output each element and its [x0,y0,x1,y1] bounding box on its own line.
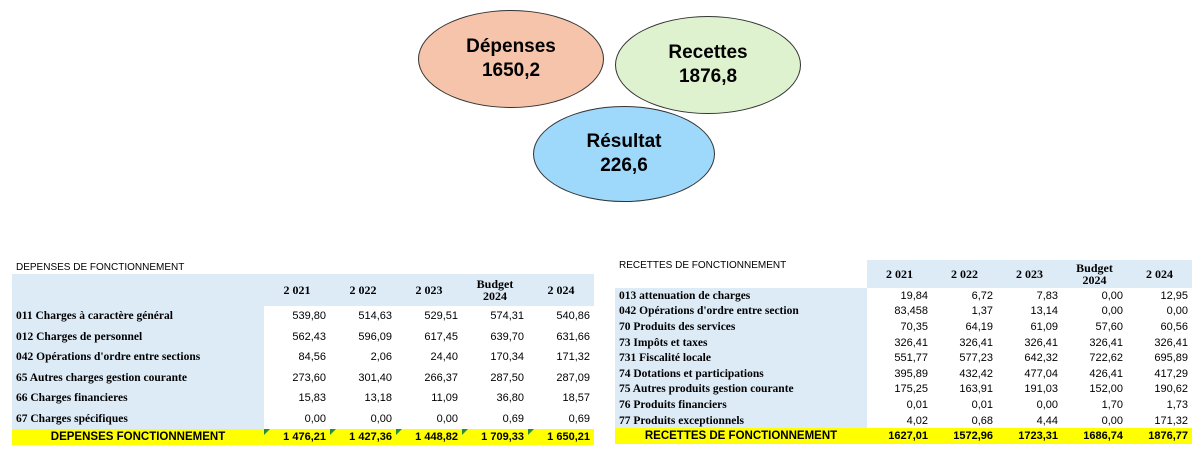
table-row [12,347,594,368]
recettes-table [615,260,1192,444]
cell-value: 64,19 [965,320,993,333]
total-value: 1876,77 [1127,428,1192,444]
cell-value: 170,34 [490,351,524,364]
cell-value: 0,69 [568,412,590,425]
recettes-col-header: Budget 2024 [1062,260,1127,288]
total-value: 1 476,21 [264,429,330,445]
cell-value: 171,32 [1154,414,1188,427]
cell-value: 12,95 [1160,289,1188,302]
cell-value: 190,62 [1154,383,1188,396]
cell-value: 4,02 [906,414,928,427]
row-label: 011 Charges à caractère général [12,306,264,327]
cell-value: 175,25 [894,383,928,396]
row-label: 70 Produits des services [615,319,867,335]
row-label: 73 Impôts et taxes [615,335,867,351]
cell-value: 36,80 [496,392,524,405]
depenses-col-header: 2 023 [396,274,462,306]
recettes-table-title: RECETTES DE FONCTIONNEMENT [619,260,787,271]
cell-value: 695,89 [1154,352,1188,365]
total-row [12,429,594,445]
cell-value: 577,23 [959,352,993,365]
depenses-col-header: 2 021 [264,274,330,306]
cell-value: 326,41 [959,336,993,349]
table-row [615,288,1192,304]
cell-value: 639,70 [490,330,524,343]
row-label: 012 Charges de personnel [12,327,264,348]
cell-value: 152,00 [1089,383,1123,396]
total-value: 1723,31 [997,428,1062,444]
depenses-bubble [418,10,604,108]
row-label: 042 Opérations d'ordre entre sections [12,347,264,368]
depenses-label: Dépenses [466,36,556,57]
depenses-col-header: 2 024 [528,274,594,306]
cell-value: 642,32 [1024,352,1058,365]
cell-value: 326,41 [894,336,928,349]
cell-value: 574,31 [490,310,524,323]
cell-value: 0,00 [1101,289,1123,302]
cell-value: 0,01 [906,398,928,411]
cell-value: 432,42 [959,367,993,380]
cell-value: 287,09 [556,371,590,384]
table-row [615,335,1192,351]
recettes-value: 1876,8 [678,66,738,87]
cell-value: 426,41 [1089,367,1123,380]
total-value: 1 650,21 [528,429,594,445]
cell-value: 57,60 [1095,320,1123,333]
table-row [12,306,594,327]
cell-value: 617,45 [424,330,458,343]
recettes-col-header: 2 023 [997,260,1062,288]
cell-value: 301,40 [358,371,392,384]
table-row [12,327,594,348]
depenses-col-header: Budget 2024 [462,274,528,306]
cell-value: 61,09 [1030,320,1058,333]
cell-value: 326,41 [1024,336,1058,349]
cell-value: 0,00 [1101,305,1123,318]
cell-value: 0,00 [1101,414,1123,427]
table-row [615,319,1192,335]
cell-value: 60,56 [1160,320,1188,333]
total-value: 1 709,33 [462,429,528,445]
cell-value: 1,70 [1101,398,1123,411]
row-label: 65 Autres charges gestion courante [12,368,264,389]
row-label: 76 Produits financiers [615,397,867,413]
row-label: 013 attenuation de charges [615,288,867,304]
cell-value: 191,03 [1024,383,1058,396]
recettes-label: Recettes [668,42,748,63]
row-label: 67 Charges spécifiques [12,409,264,430]
cell-value: 0,69 [502,412,524,425]
cell-value: 1,73 [1166,398,1188,411]
cell-value: 0,00 [304,412,326,425]
cell-value: 326,41 [1154,336,1188,349]
cell-value: 529,51 [424,310,458,323]
recettes-col-header: 2 021 [867,260,932,288]
cell-value: 0,00 [436,412,458,425]
total-value: 1 427,36 [330,429,396,445]
cell-value: 0,68 [971,414,993,427]
cell-value: 540,86 [556,310,590,323]
depenses-table-section [12,260,594,445]
total-label: DEPENSES FONCTIONNEMENT [12,429,264,445]
table-row [615,413,1192,429]
cell-value: 24,40 [430,351,458,364]
total-value: 1627,01 [867,428,932,444]
cell-value: 11,09 [431,392,458,405]
total-value: 1 448,82 [396,429,462,445]
recettes-col-header: 2 024 [1127,260,1192,288]
recettes-table-section [615,260,1192,444]
depenses-table [12,260,594,445]
cell-value: 273,60 [292,371,326,384]
depenses-col-header: 2 022 [330,274,396,306]
table-row [12,409,594,430]
cell-value: 15,83 [298,392,326,405]
cell-value: 0,00 [370,412,392,425]
cell-value: 722,62 [1089,352,1123,365]
cell-value: 171,32 [556,351,590,364]
recettes-col-header: 2 022 [932,260,997,288]
cell-value: 13,14 [1030,305,1058,318]
cell-value: 1,37 [971,305,993,318]
total-value: 1572,96 [932,428,997,444]
cell-value: 7,83 [1036,289,1058,302]
cell-value: 551,77 [894,352,928,365]
cell-value: 326,41 [1089,336,1123,349]
cell-value: 287,50 [490,371,524,384]
cell-value: 0,01 [971,398,993,411]
cell-value: 4,44 [1036,414,1058,427]
row-label: 66 Charges financieres [12,388,264,409]
row-label: 75 Autres produits gestion courante [615,382,867,398]
cell-value: 70,35 [900,320,928,333]
depenses-value: 1650,2 [481,60,541,81]
row-label: 042 Opérations d'ordre entre section [615,304,867,320]
cell-value: 18,57 [562,392,590,405]
cell-value: 395,89 [894,367,928,380]
depenses-table-title: DEPENSES DE FONCTIONNEMENT [16,261,185,273]
cell-value: 514,63 [358,310,392,323]
resultat-value: 226,6 [600,155,648,176]
cell-value: 539,80 [292,310,326,323]
table-row [12,368,594,389]
row-label: 77 Produits exceptionnels [615,413,867,429]
cell-value: 2,06 [370,351,392,364]
resultat-bubble [533,106,715,202]
total-row [615,428,1192,444]
cell-value: 631,66 [556,330,590,343]
recettes-bubble [615,16,801,114]
cell-value: 477,04 [1024,367,1058,380]
table-row [615,382,1192,398]
depenses-header-label-cell [12,274,264,306]
cell-value: 6,72 [971,289,993,302]
cell-value: 562,43 [292,330,326,343]
cell-value: 84,56 [298,351,326,364]
table-row [615,304,1192,320]
cell-value: 417,29 [1154,367,1188,380]
cell-value: 13,18 [364,392,392,405]
row-label: 74 Dotations et participations [615,366,867,382]
cell-value: 83,458 [894,305,928,318]
row-label: 731 Fiscalité locale [615,350,867,366]
cell-value: 596,09 [358,330,392,343]
table-row [615,366,1192,382]
total-value: 1686,74 [1062,428,1127,444]
table-row [615,397,1192,413]
cell-value: 0,00 [1166,305,1188,318]
cell-value: 163,91 [959,383,993,396]
cell-value: 0,00 [1036,398,1058,411]
cell-value: 266,37 [424,371,458,384]
total-label: RECETTES DE FONCTIONNEMENT [615,428,867,444]
table-row [615,350,1192,366]
cell-value: 19,84 [900,289,928,302]
resultat-label: Résultat [586,131,662,152]
table-row [12,388,594,409]
